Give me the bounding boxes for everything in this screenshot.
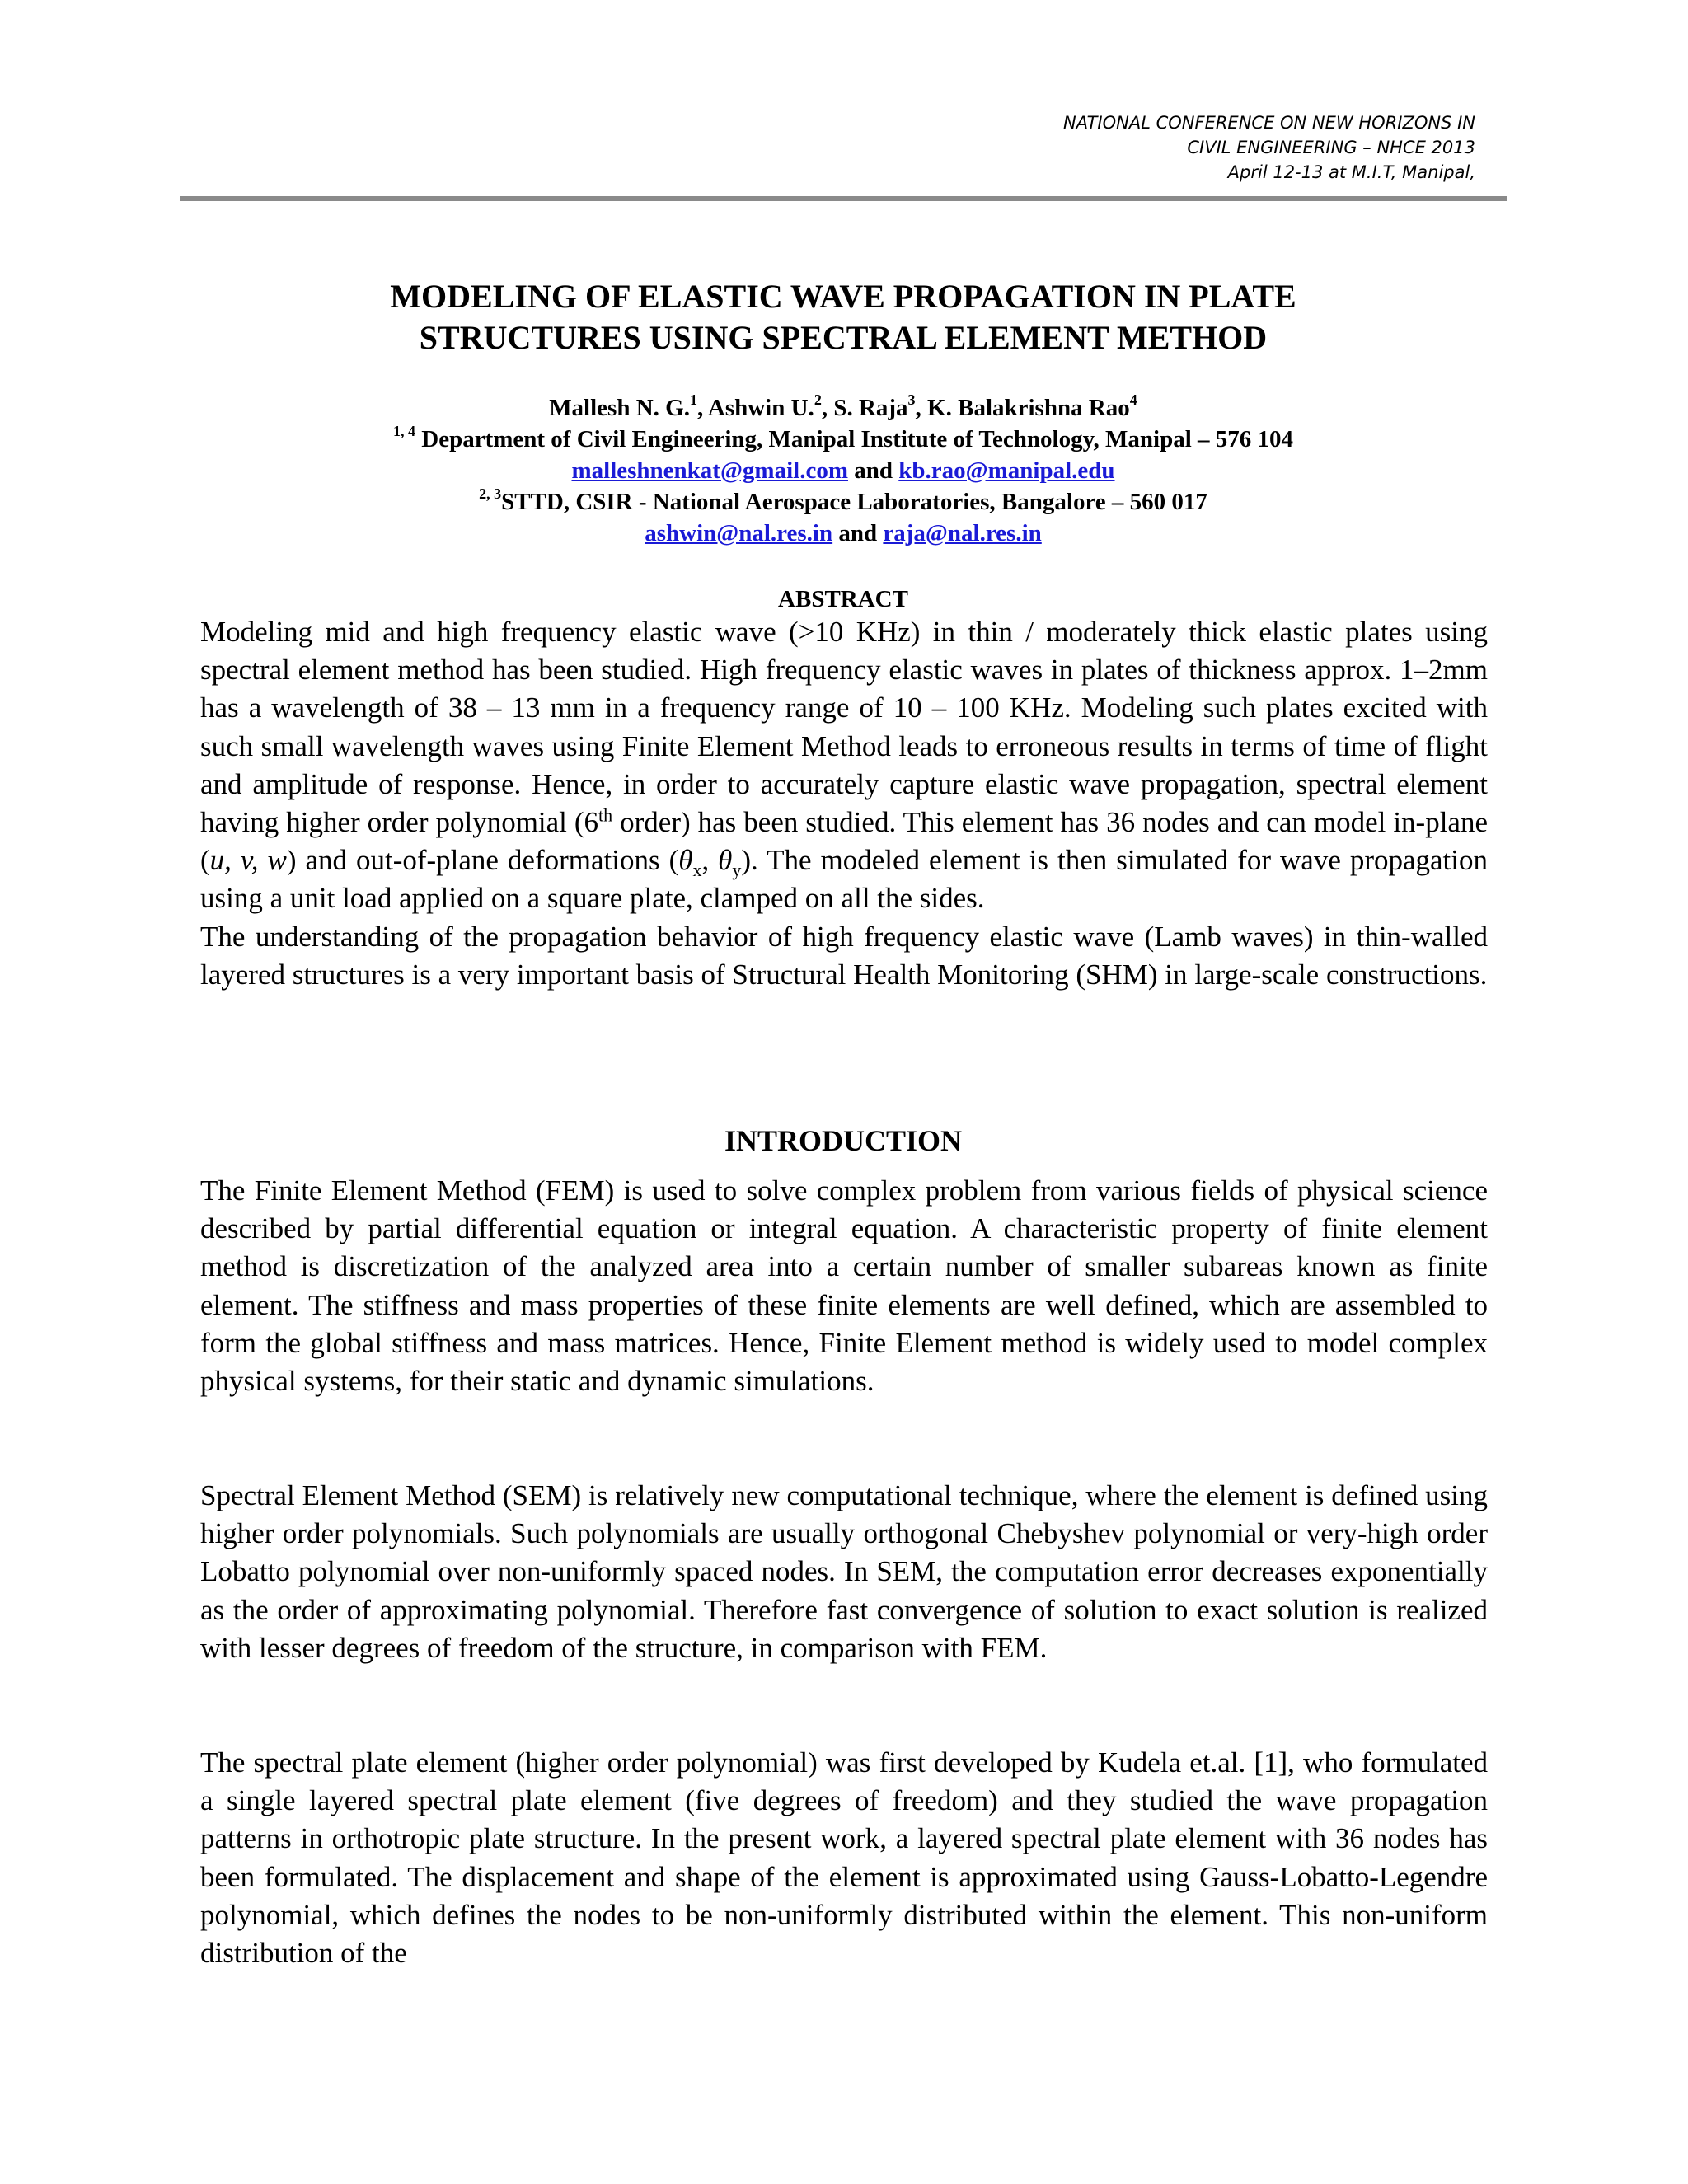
author-separator: , — [915, 395, 928, 421]
superscript: th — [598, 804, 613, 826]
affiliation-2 — [180, 486, 1507, 518]
abstract-heading: ABSTRACT — [778, 586, 908, 612]
title-line-1: MODELING OF ELASTIC WAVE PROPAGATION IN PLATE — [390, 278, 1296, 315]
affiliation-text: STTD, CSIR - National Aerospace Laboratories, Bangalore – 560 017 — [501, 489, 1207, 515]
affiliation-1 — [180, 424, 1507, 455]
affiliation-mark: 2, 3 — [479, 485, 502, 503]
running-header-line-2: CIVIL ENGINEERING – NHCE 2013 — [1187, 138, 1475, 157]
introduction-paragraph-2: Spectral Element Method (SEM) is relatively new computational technique, where the element is defined using higher order polynomials. Such polynomials are usually orthogonal Chebyshev polynomial or very-high order Lobatto polynomial over non-uniformly spaced nodes. In SEM, the computation error decreases exponentially as the order of approximating polynomial. Therefore fast convergence of solution to exact solution is realized with lesser degrees of freedom of the structure, in comparison with FEM. — [200, 1479, 1488, 1664]
author-mark: 1 — [689, 391, 697, 409]
introduction-paragraph-3: The spectral plate element (higher order polynomial) was first developed by Kudela et.al. [1], who formulated a single layered spectral plate element (five degrees of freedom) and they studied the wave propagation patterns in orthotropic plate structure. In the present work, a layered spectral plate element with 36 nodes has been formulated. The displacement and shape of the element is approximated using Gauss-Lobatto-Legendre polynomial, which defines the nodes to be non-uniformly distributed within the element. This non-uniform distribution of the — [200, 1746, 1488, 1970]
paper-title — [180, 276, 1507, 359]
author-separator: , — [696, 395, 708, 421]
introduction-paragraph-1: The Finite Element Method (FEM) is used to solve complex problem from various fields of physical science described by partial differential equation or integral equation. A characteristic property of finite element method is discretization of the analyzed area into a certain number of smaller subareas known as finite element. The stiffness and mass properties of these finite elements are well defined, which are assembled to form the global stiffness and mass matrices. Hence, Finite Element method is widely used to model complex physical systems, for their static and dynamic simulations. — [200, 1174, 1488, 1398]
author-name: Mallesh N. G. — [549, 395, 690, 421]
abstract-text: ) and out-of-plane deformations ( — [286, 844, 679, 877]
abstract-text: ). The modeled element is then simulated for wave propagation using a unit load applied on a square plate, clamped on all the sides. — [200, 844, 1489, 915]
affiliation-text: Department of Civil Engineering, Manipal Institute of Technology, Manipal – 576 104 — [415, 426, 1293, 452]
theta-symbol: θ — [718, 844, 733, 877]
affiliation-2-emails — [180, 518, 1507, 549]
author-separator: , — [821, 395, 834, 421]
running-header-line-1: NATIONAL CONFERENCE ON NEW HORIZONS IN — [1063, 113, 1475, 133]
variable-uvw: u, v, w — [209, 844, 287, 877]
abstract-text: Modeling mid and high frequency elastic wave (>10 KHz) in thin / moderately thick elastic plates using spectral element method has been studied. High frequency elastic waves in plates of thickness approx. 1–2mm has a wavelength of 38 – 13 mm in a frequency range of 10 – 100 KHz. Modeling such plates excited with such small wavelength waves using Finite Element Method leads to erroneous results in terms of time of flight and amplitude of response. Hence, in order to accurately capture elastic wave propagation, spectral element having higher order polynomial (6 — [200, 616, 1488, 839]
author-list — [180, 392, 1507, 424]
email-link[interactable]: kb.rao@manipal.edu — [898, 457, 1115, 484]
affiliation-1-emails — [180, 455, 1507, 486]
author-mark: 4 — [1129, 391, 1137, 409]
author-mark: 2 — [814, 391, 822, 409]
subscript: x — [692, 860, 702, 881]
email-link[interactable]: raja@nal.res.in — [883, 520, 1042, 546]
email-and: and — [832, 520, 884, 546]
author-name: Ashwin U. — [707, 395, 814, 421]
abstract-text: , — [701, 844, 719, 877]
author-name: K. Balakrishna Rao — [927, 395, 1130, 421]
email-link[interactable]: ashwin@nal.res.in — [645, 520, 833, 546]
author-block — [180, 392, 1507, 549]
author-name: S. Raja — [833, 395, 908, 421]
title-line-2: STRUCTURES USING SPECTRAL ELEMENT METHOD — [419, 319, 1268, 356]
introduction-heading: INTRODUCTION — [724, 1124, 963, 1157]
affiliation-mark: 1, 4 — [393, 423, 415, 440]
email-and: and — [847, 457, 899, 484]
abstract-paragraph: The understanding of the propagation behavior of high frequency elastic wave (Lamb waves) in thin-walled layered structures is a very important basis of Structural Health Monitoring (SHM) in large-scale constructions. — [200, 920, 1488, 991]
subscript: y — [732, 860, 742, 881]
running-header — [734, 110, 1475, 185]
theta-symbol: θ — [678, 844, 693, 877]
running-header-line-3: April 12-13 at M.I.T, Manipal, — [1227, 162, 1475, 182]
header-rule — [180, 196, 1507, 201]
abstract-body — [200, 613, 1488, 994]
abstract-paragraph — [200, 613, 1488, 918]
author-mark: 3 — [907, 391, 916, 409]
abstract-text: order) has been studied. This element has 36 nodes and can model in-plane ( — [200, 806, 1488, 877]
email-link[interactable]: malleshnenkat@gmail.com — [571, 457, 848, 484]
